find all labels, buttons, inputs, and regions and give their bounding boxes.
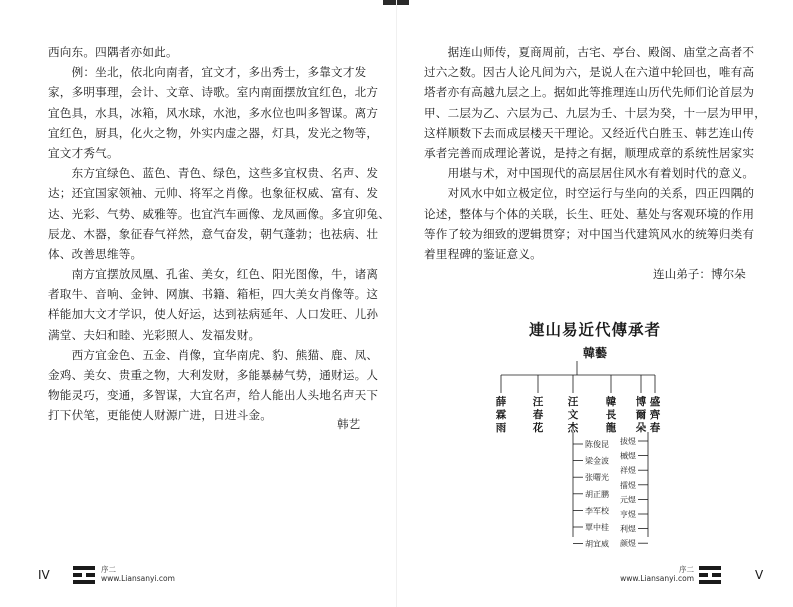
page-number-left: IV: [38, 568, 50, 582]
lineage-name: 祥煜: [620, 466, 636, 476]
text-line: 承者完善而成理论著说，是持之有据，顺理成章的系统性居家实: [424, 145, 755, 160]
text-line: 这样顺数下去而成层楼天干理论。又经近代白胜玉、韩艺连山传: [424, 125, 755, 140]
right-page: [397, 0, 793, 607]
lineage-name: 拔煜: [620, 437, 636, 446]
text-line: 西向东。四隅者亦如此。: [48, 45, 178, 59]
lineage-name: 擂煜: [620, 480, 636, 490]
text-line: 据连山师传，夏商周前，古宅、亭台、殿阁、庙堂之高者不: [424, 45, 755, 59]
lineage-name: 胡宜威: [585, 539, 609, 549]
text-line: 者取牛、音响、金钟、网旗、书籍、箱柜，四大美女肖像等。这: [48, 287, 379, 302]
page-number-right: V: [755, 568, 764, 582]
text-line: 塔者亦有高越九层之上。据如此等推理连山历代先师们论首层为: [424, 85, 755, 100]
text-line: 辰龙、木器，象征春气祥然，意气奋发，朝气蓬勃；也祛病、壮: [48, 226, 379, 241]
left-page: [0, 0, 396, 607]
text-line: 家，多明事理，会计、文章、诗歌。室内南面摆放宜红色，北方: [48, 85, 379, 100]
lineage-name: 覃中桂: [585, 523, 609, 532]
text-line: 体、改善思维等。: [48, 246, 143, 261]
left-signature: 韩艺: [337, 417, 361, 431]
text-line: 等作了较为细致的逻辑贯穿；对中国当代建筑风水的统筹归类有: [424, 226, 755, 241]
text-line: 满堂、夫妇和睦、光彩照人、发福发财。: [48, 327, 261, 342]
lineage-name: 颜煜: [620, 539, 636, 549]
trigram-logo-icon: [73, 565, 95, 585]
text-line: 宜红色，厨具，化火之物，外实内虚之器，灯具，发光之物等，: [48, 125, 379, 140]
text-line: 金鸡、美女、贵重之物，大利发财，多能暴赫气势，通财运。人: [48, 368, 379, 382]
lineage-name: 利煜: [620, 524, 636, 534]
text-line: 宜色具，水具，冰箱，风水球，水池，多水位也叫多智谋。离方: [48, 105, 379, 120]
lineage-name: 陈俊昆: [585, 440, 609, 449]
right-footer: [598, 565, 694, 583]
text-line: 论述，整体与个体的关联，长生、旺处、墓处与客观环境的作用: [424, 206, 755, 221]
left-page-body: [48, 42, 391, 426]
text-line: 西方宜金色、五金、肖像，宜华南虎、豹、熊猫、鹿、凤、: [48, 347, 379, 362]
text-line: 物能灵巧，变通，多智谋，大宜名声，给人能出人头地名声天下: [48, 388, 379, 403]
disciple-name: 汪春花: [532, 396, 544, 434]
lineage-name: 槭煜: [620, 451, 636, 461]
text-line: 过六之数。因古人论凡间为六，是说人在六道中轮回也，唯有高: [424, 65, 755, 80]
footer-url: www.Liansanyi.com: [620, 574, 694, 583]
lineage-name: 亨煜: [620, 510, 636, 519]
lineage-name: 李军校: [585, 506, 609, 516]
text-line: 达；还宜国家领袖、元帅、将军之肖像。也象征权威、富有、发: [48, 186, 379, 201]
text-line: 打下伏笔，更能使人财源广进，日进斗金。: [48, 408, 273, 423]
left-footer: [101, 565, 175, 583]
text-line: 南方宜摆放凤凰、孔雀、美女，红色、阳光图像，牛，诸离: [48, 267, 379, 282]
text-line: 样能加大文才学识，使人好运，达到祛病延年、人口发旺、儿孙: [48, 307, 379, 322]
lineage-name: 张曙光: [585, 473, 609, 483]
text-line: 对风水中如立极定位，时空运行与坐向的关系，四正四隅的: [424, 186, 755, 201]
footer-url: www.Liansanyi.com: [101, 574, 175, 583]
text-line: 甲、二层为乙、六层为己、九层为壬、十层为癸，十一层为甲甲，: [424, 105, 767, 120]
footer-title: 序二: [101, 565, 116, 574]
text-line: 达、光彩、气势、威雅等。也宜汽车画像、龙凤画像。多宜卯兔、: [48, 206, 391, 221]
text-line: 宜文才秀气。: [48, 145, 119, 160]
text-line: 着里程碑的鉴证意义。: [424, 246, 542, 261]
lineage-chart-title: 連山易近代傳承者: [528, 320, 661, 339]
trigram-logo-icon: [699, 565, 721, 585]
lineage-tree: [397, 0, 793, 607]
disciple-name: 博爾朵: [635, 396, 647, 434]
lineage-name: 元煜: [620, 495, 636, 505]
text-line: 用堪与术，对中国现代的高层居住风水有着划时代的意义。: [424, 166, 755, 181]
text-line: 东方宜绿色、蓝色、青色、绿色，这些多宜权贵、名声、发: [48, 166, 379, 181]
lineage-master: 韓藝: [582, 346, 607, 360]
text-line: 例：坐北，依北向南者，宜文才，多出秀士，多靠文才发: [48, 65, 367, 80]
lineage-name: 胡正鹏: [585, 489, 609, 499]
right-signature: 连山弟子：博尔朵: [653, 267, 746, 281]
disciple-name: 盛齊春: [649, 396, 661, 434]
disciple-name: 韓長龍: [605, 396, 617, 434]
disciple-name: 汪文杰: [567, 396, 579, 434]
disciple-name: 薛霖雨: [495, 396, 507, 434]
footer-title: 序二: [679, 565, 694, 574]
lineage-name: 梁金波: [585, 456, 609, 466]
